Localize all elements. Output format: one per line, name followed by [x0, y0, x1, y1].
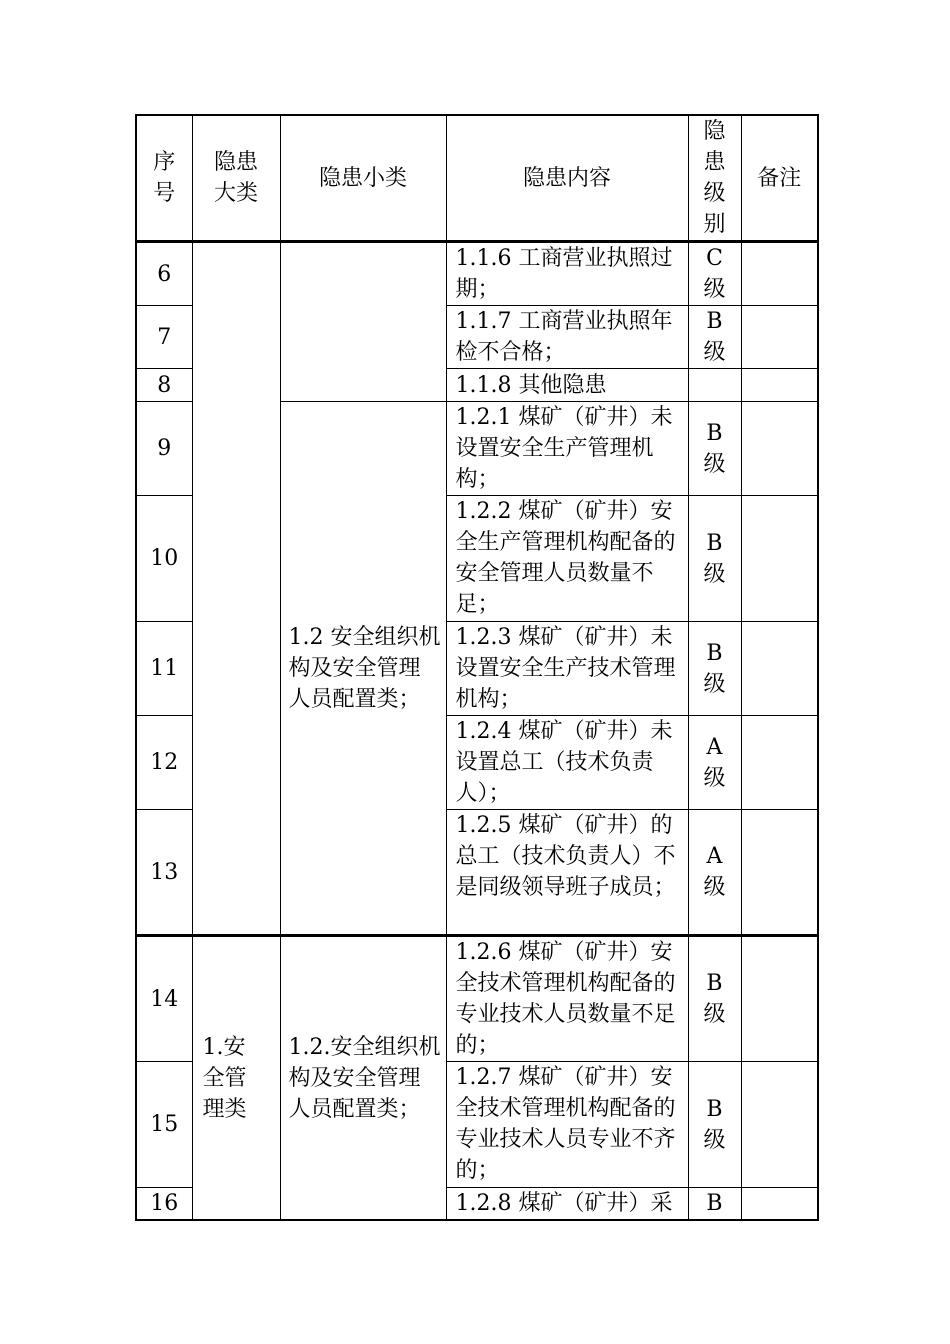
row-content: 1.1.8 其他隐患	[446, 369, 688, 402]
row-remark	[741, 716, 818, 810]
header-content: 隐患内容	[446, 115, 688, 242]
row-remark	[741, 306, 818, 369]
row-seq: 15	[136, 1062, 192, 1188]
row-remark	[741, 242, 818, 306]
row-level: A级	[688, 810, 741, 936]
row-content: 1.1.7 工商营业执照年检不合格；	[446, 306, 688, 369]
row-content: 1.2.7 煤矿（矿井）安全技术管理机构配备的专业技术人员专业不齐的；	[446, 1062, 688, 1188]
row-seq: 16	[136, 1188, 192, 1221]
row-level: B级	[688, 622, 741, 716]
row-seq: 6	[136, 242, 192, 306]
row-seq: 13	[136, 810, 192, 936]
row-content: 1.2.1 煤矿（矿井）未设置安全生产管理机构；	[446, 402, 688, 496]
row-remark	[741, 1062, 818, 1188]
row-seq: 12	[136, 716, 192, 810]
row-level: C级	[688, 242, 741, 306]
row-level: B级	[688, 936, 741, 1062]
subcategory-cell-empty	[280, 242, 446, 402]
header-category: 隐患大类	[192, 115, 280, 242]
row-seq: 11	[136, 622, 192, 716]
row-level: B级	[688, 496, 741, 622]
row-level: B级	[688, 1062, 741, 1188]
row-remark	[741, 496, 818, 622]
row-level: B级	[688, 306, 741, 369]
header-remark: 备注	[741, 115, 818, 242]
subcategory-cell: 1.2 安全组织机构及安全管理人员配置类；	[280, 402, 446, 936]
row-content: 1.2.2 煤矿（矿井）安全生产管理机构配备的安全管理人员数量不足；	[446, 496, 688, 622]
header-level: 隐患级别	[688, 115, 741, 242]
row-seq: 7	[136, 306, 192, 369]
row-content: 1.2.3 煤矿（矿井）未设置安全生产技术管理机构；	[446, 622, 688, 716]
table-row	[136, 242, 818, 306]
row-remark	[741, 810, 818, 936]
row-remark	[741, 369, 818, 402]
row-content: 1.2.6 煤矿（矿井）安全技术管理机构配备的专业技术人员数量不足的；	[446, 936, 688, 1062]
row-remark	[741, 936, 818, 1062]
header-subcategory: 隐患小类	[280, 115, 446, 242]
row-remark	[741, 1188, 818, 1221]
row-remark	[741, 402, 818, 496]
row-remark	[741, 622, 818, 716]
table-row	[136, 936, 818, 1062]
row-seq: 9	[136, 402, 192, 496]
row-seq: 14	[136, 936, 192, 1062]
row-level: B级	[688, 402, 741, 496]
subcategory-cell: 1.2.安全组织机构及安全管理人员配置类；	[280, 936, 446, 1221]
row-seq: 8	[136, 369, 192, 402]
row-content: 1.1.6 工商营业执照过期；	[446, 242, 688, 306]
row-seq: 10	[136, 496, 192, 622]
header-seq: 序号	[136, 115, 192, 242]
row-content: 1.2.8 煤矿（矿井）采	[446, 1188, 688, 1221]
row-level: B	[688, 1188, 741, 1221]
category-cell-empty	[192, 242, 280, 936]
table-header-row	[136, 115, 818, 242]
hazard-table	[135, 114, 819, 1221]
row-level: A级	[688, 716, 741, 810]
row-content: 1.2.4 煤矿（矿井）未设置总工（技术负责人）；	[446, 716, 688, 810]
row-level	[688, 369, 741, 402]
row-content: 1.2.5 煤矿（矿井）的总工（技术负责人）不是同级领导班子成员；	[446, 810, 688, 936]
category-cell: 1.安全管理类	[192, 936, 280, 1221]
